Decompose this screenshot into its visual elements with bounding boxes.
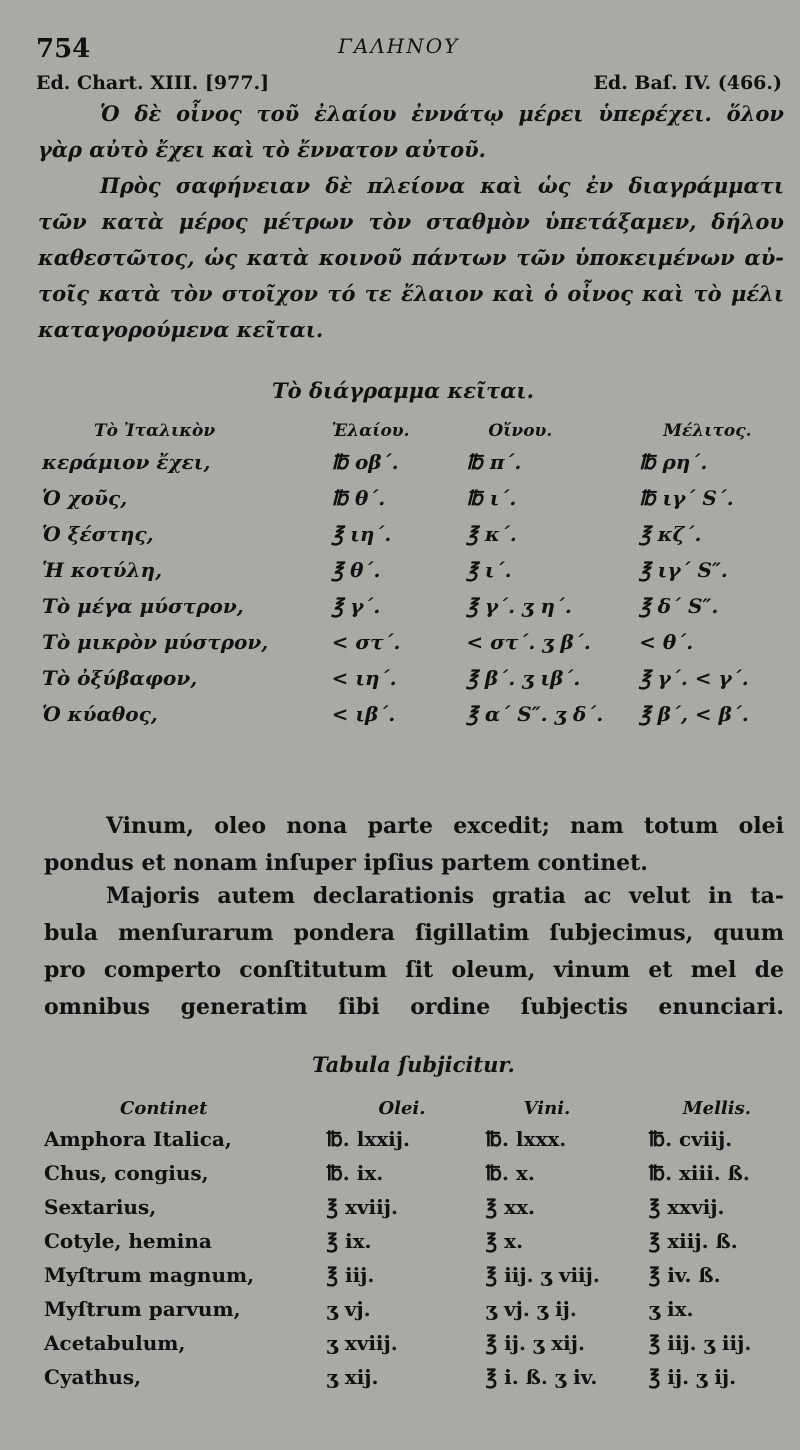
- text-line: omnibus generatim ſibi ordine ſubjectis enunciari.: [44, 994, 784, 1020]
- table-cell: ℔. x.: [485, 1161, 535, 1185]
- table-cell: Τὸ μέγα μύστρον,: [42, 594, 244, 618]
- text-line: Πρὸς σαφήνειαν δὲ πλείονα καὶ ὡς ἐν διαγράμματι: [100, 173, 784, 198]
- table-row: [44, 1122, 800, 1156]
- table-cell: κεράμιον ἔχει,: [42, 450, 211, 474]
- greek-paragraph-2: [38, 168, 784, 348]
- table-row: [44, 1224, 800, 1258]
- text-line: Ὁ δὲ οἶνος τοῦ ἐλαίου ἐννάτῳ μέρει ὑπερέχει. ὅλον: [100, 101, 784, 126]
- table-cell: ℥ iv. ß.: [648, 1263, 721, 1287]
- text-line: bula menſurarum pondera ſigillatim ſubjecimus, quum: [44, 920, 784, 946]
- table-cell: ℥ ιγ΄ S″.: [639, 558, 728, 582]
- table-cell: ʒ vj. ʒ ij.: [485, 1297, 577, 1321]
- table-cell: < ιβ΄.: [331, 702, 396, 726]
- edition-reference-right: Ed. Baſ. IV. (466.): [593, 72, 782, 94]
- table-cell: Cyathus,: [44, 1365, 142, 1389]
- table-cell: ℥ β΄, < β΄.: [639, 702, 749, 726]
- table-cell: ℥ i. ß. ʒ iv.: [485, 1365, 598, 1389]
- table-cell: ℥ κζ΄.: [639, 522, 702, 546]
- column-header: Τὸ Ἰταλικὸν: [94, 421, 216, 441]
- latin-table-title: Tabula ſubjicitur.: [312, 1052, 515, 1077]
- table-header-row: [42, 418, 800, 444]
- table-cell: Myſtrum magnum,: [44, 1263, 255, 1287]
- table-cell: ℥ ij. ʒ xij.: [485, 1331, 585, 1355]
- table-cell: ℥ α΄ S″. ʒ δ΄.: [466, 702, 604, 726]
- table-cell: < ιη΄.: [331, 666, 397, 690]
- table-cell: ℥ iij. ʒ viij.: [485, 1263, 600, 1287]
- table-cell: ʒ xij.: [326, 1365, 379, 1389]
- table-cell: ℔. cviij.: [648, 1127, 733, 1151]
- text-line: pro comperto conſtitutum ſit oleum, vinum et mel de: [44, 957, 784, 983]
- latin-paragraph-1: [44, 808, 784, 882]
- table-cell: ℥ xx.: [485, 1195, 535, 1219]
- table-row: [42, 660, 800, 696]
- page-number: 754: [36, 34, 91, 64]
- text-line: καταγορούμενα κεῖται.: [38, 317, 324, 342]
- table-cell: ℥ δ΄ S″.: [639, 594, 719, 618]
- table-cell: ℥ ιη΄.: [331, 522, 392, 546]
- text-line: Majoris autem declarationis gratia ac velut in ta-: [106, 883, 784, 909]
- table-row: [44, 1326, 800, 1360]
- table-row: [42, 480, 800, 516]
- table-row: [44, 1292, 800, 1326]
- table-cell: Τὸ μικρὸν μύστρον,: [42, 630, 269, 654]
- table-cell: ℔ ιγ΄ S΄.: [639, 486, 734, 510]
- table-cell: ℥ κ΄.: [466, 522, 517, 546]
- table-cell: ℥ xxvij.: [648, 1195, 725, 1219]
- table-cell: Myſtrum parvum,: [44, 1297, 241, 1321]
- table-cell: ℥ γ΄. ʒ η΄.: [466, 594, 572, 618]
- running-title: ΓΑΛΗΝΟΥ: [338, 34, 460, 58]
- column-header: Οἴνου.: [488, 421, 553, 441]
- table-row: [42, 444, 800, 480]
- table-row: [42, 696, 800, 732]
- column-header: Μέλιτος.: [663, 421, 752, 441]
- text-line: Vinum, oleo nona parte excedit; nam totum olei: [106, 813, 784, 839]
- table-row: [44, 1360, 800, 1394]
- table-cell: < στ΄. ʒ β΄.: [466, 630, 591, 654]
- table-row: [44, 1258, 800, 1292]
- table-cell: ℔ ρη΄.: [639, 450, 708, 474]
- table-cell: ℔ θ΄.: [331, 486, 386, 510]
- table-cell: ℔ ι΄.: [466, 486, 517, 510]
- latin-measures-table: [44, 1094, 800, 1394]
- table-cell: ℥ γ΄. < γ΄.: [639, 666, 749, 690]
- table-cell: ℔. lxxij.: [326, 1127, 410, 1151]
- table-cell: Sextarius,: [44, 1195, 157, 1219]
- table-row: [42, 516, 800, 552]
- text-line: τῶν κατὰ μέρος μέτρων τὸν σταθμὸν ὑπετάξαμεν, δήλου: [38, 209, 784, 234]
- table-row: [44, 1156, 800, 1190]
- text-line: γὰρ αὐτὸ ἔχει καὶ τὸ ἔννατον αὐτοῦ.: [38, 137, 486, 162]
- greek-paragraph-1: [38, 96, 784, 168]
- table-cell: ℥ ι΄.: [466, 558, 512, 582]
- table-cell: < θ΄.: [639, 630, 694, 654]
- table-cell: ℥ x.: [485, 1229, 524, 1253]
- table-cell: ℥ iij. ʒ iij.: [648, 1331, 752, 1355]
- table-row: [44, 1190, 800, 1224]
- table-cell: ℥ iij.: [326, 1263, 375, 1287]
- table-row: [42, 588, 800, 624]
- column-header: Ἐλαίου.: [331, 421, 410, 441]
- table-cell: ℥ γ΄.: [331, 594, 381, 618]
- table-cell: ℥ β΄. ʒ ιβ΄.: [466, 666, 581, 690]
- table-cell: ℥ ij. ʒ ij.: [648, 1365, 737, 1389]
- text-line: καθεστῶτος, ὡς κατὰ κοινοῦ πάντων τῶν ὑποκειμένων αὐ-: [38, 245, 784, 270]
- table-cell: Chus, congius,: [44, 1161, 209, 1185]
- table-cell: Ὁ κύαθος,: [42, 702, 158, 726]
- table-row: [42, 552, 800, 588]
- table-row: [42, 624, 800, 660]
- table-cell: ℥ ix.: [326, 1229, 372, 1253]
- greek-table-title: Τὸ διάγραμμα κεῖται.: [272, 378, 534, 403]
- table-cell: Amphora Italica,: [44, 1127, 232, 1151]
- table-cell: ℔ π΄.: [466, 450, 522, 474]
- table-cell: ℔ οβ΄.: [331, 450, 399, 474]
- table-cell: Acetabulum,: [44, 1331, 186, 1355]
- table-cell: ℥ xviij.: [326, 1195, 398, 1219]
- column-header: Continet: [120, 1097, 208, 1119]
- text-line: pondus et nonam inſuper ipſius partem continet.: [44, 850, 648, 876]
- text-line: τοῖς κατὰ τὸν στοῖχον τό τε ἔλαιον καὶ ὁ οἶνος καὶ τὸ μέλι: [38, 281, 784, 306]
- column-header: Mellis.: [682, 1097, 752, 1119]
- table-cell: ʒ vj.: [326, 1297, 371, 1321]
- table-cell: Τὸ ὀξύβαφον,: [42, 666, 198, 690]
- table-cell: ℥ xiij. ß.: [648, 1229, 738, 1253]
- latin-paragraph-2: [44, 878, 784, 1026]
- greek-measures-table: [42, 418, 800, 732]
- table-cell: Cotyle, hemina: [44, 1229, 212, 1253]
- table-cell: ℥ θ΄.: [331, 558, 381, 582]
- table-cell: Ὁ ξέστης,: [42, 522, 154, 546]
- table-cell: ʒ xviij.: [326, 1331, 398, 1355]
- table-cell: Ὁ χοῦς,: [42, 486, 128, 510]
- column-header: Vini.: [523, 1097, 571, 1119]
- column-header: Olei.: [378, 1097, 426, 1119]
- table-cell: ʒ ix.: [648, 1297, 694, 1321]
- edition-reference-left: Ed. Chart. XIII. [977.]: [36, 72, 270, 94]
- table-cell: ℔. lxxx.: [485, 1127, 567, 1151]
- table-cell: ℔. xiii. ß.: [648, 1161, 750, 1185]
- table-cell: ℔. ix.: [326, 1161, 384, 1185]
- table-cell: < στ΄.: [331, 630, 401, 654]
- table-header-row: [44, 1094, 800, 1122]
- table-cell: Ἡ κοτύλη,: [42, 558, 163, 582]
